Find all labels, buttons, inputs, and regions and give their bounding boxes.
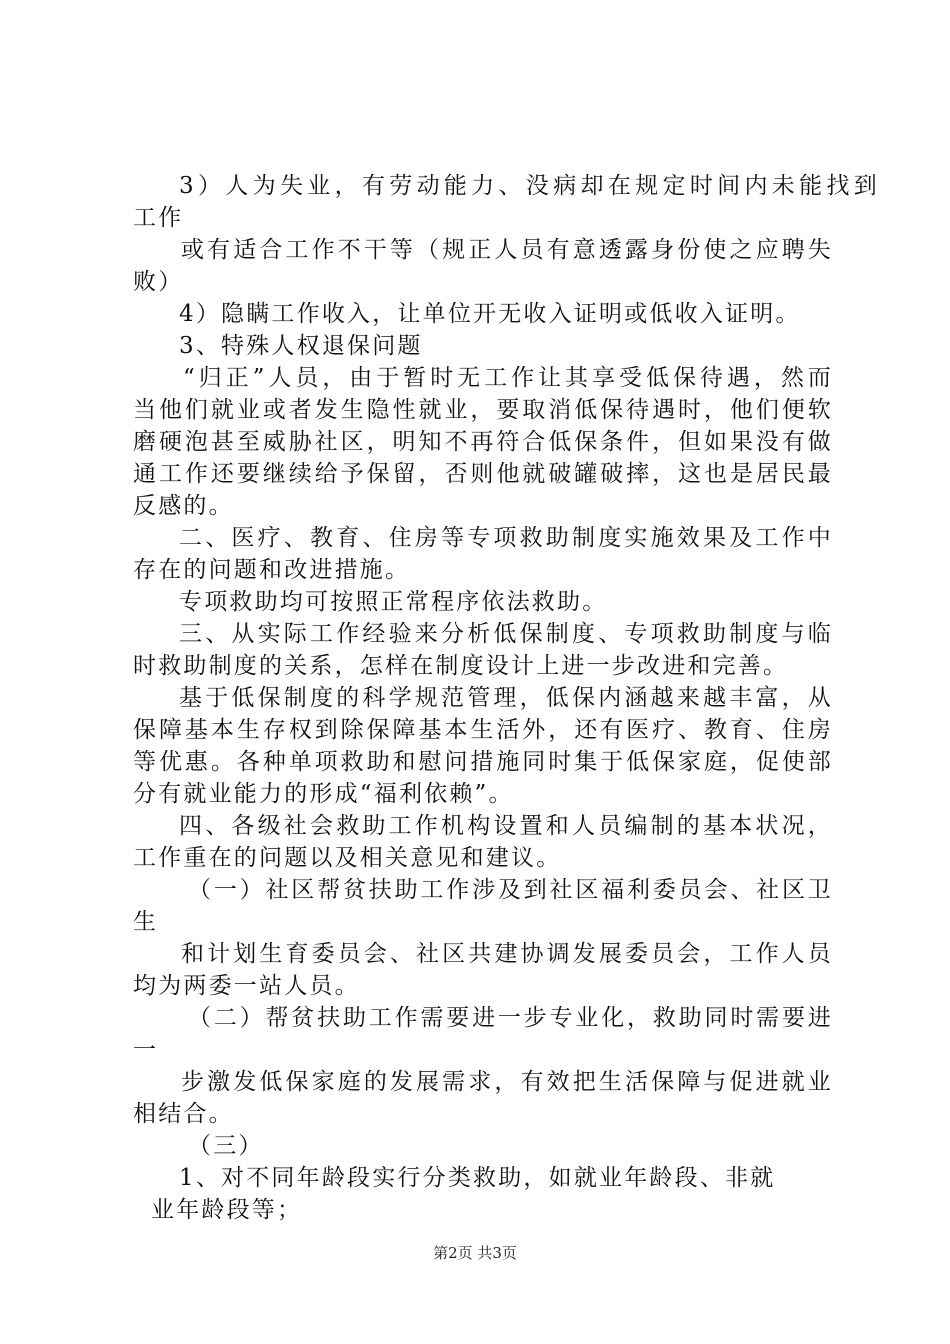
paragraph-line: 保障基本生存权到除保障基本生活外，还有医疗、教育、住房 xyxy=(133,717,833,743)
paragraph-line: 反感的。 xyxy=(133,493,234,519)
section-heading: 二、医疗、教育、住房等专项救助制度实施效果及工作中 xyxy=(179,525,833,551)
page-number: 第2页 共3页 xyxy=(433,1244,517,1262)
section-heading: 四、各级社会救助工作机构设置和人员编制的基本状况， xyxy=(179,813,833,839)
list-item: 1、对不同年龄段实行分类救助，如就业年龄段、非就 xyxy=(179,1165,776,1191)
paragraph-line: 专项救助均可按照正常程序依法救助。 xyxy=(179,589,608,615)
section-heading: 工作重在的问题以及相关意见和建议。 xyxy=(133,845,562,871)
paragraph-line: 基于低保制度的科学规范管理，低保内涵越来越丰富，从 xyxy=(179,685,833,711)
paragraph-line: 步激发低保家庭的发展需求，有效把生活保障与促进就业 xyxy=(181,1069,833,1095)
paragraph-line: 4）隐瞒工作收入，让单位开无收入证明或低收入证明。 xyxy=(179,301,801,327)
document-body xyxy=(133,170,879,1226)
paragraph-line: 3）人为失业，有劳动能力、没病却在规定时间内未能找到 xyxy=(179,173,879,199)
section-heading: 时救助制度的关系，怎样在制度设计上进一步改进和完善。 xyxy=(133,653,789,679)
paragraph-line: 磨硬泡甚至威胁社区，明知不再符合低保条件，但如果没有做 xyxy=(133,429,833,455)
paragraph-line: （一）社区帮贫扶助工作涉及到社区福利委员会、社区卫 xyxy=(188,877,833,903)
paragraph-line: 败） xyxy=(133,269,184,295)
paragraph-line: 分有就业能力的形成“福利依赖”。 xyxy=(133,781,514,807)
paragraph-line: “归正”人员，由于暂时无工作让其享受低保待遇，然而 xyxy=(183,365,833,391)
paragraph-line: 生 xyxy=(133,909,159,935)
paragraph-line: 工作 xyxy=(133,205,184,231)
paragraph-line: 或有适合工作不干等（规正人员有意透露身份使之应聘失 xyxy=(181,237,833,263)
list-item: 业年龄段等； xyxy=(151,1197,303,1223)
paragraph-line: 均为两委一站人员。 xyxy=(133,973,360,999)
paragraph-line: 和计划生育委员会、社区共建协调发展委员会，工作人员 xyxy=(181,941,833,967)
paragraph-line: 当他们就业或者发生隐性就业，要取消低保待遇时，他们便软 xyxy=(133,397,833,423)
paragraph-line: 一 xyxy=(133,1037,159,1063)
paragraph-line: （三） xyxy=(188,1133,264,1159)
paragraph-line: 相结合。 xyxy=(133,1101,234,1127)
section-heading: 存在的问题和改进措施。 xyxy=(133,557,411,583)
section-heading: 三、从实际工作经验来分析低保制度、专项救助制度与临 xyxy=(179,621,833,647)
paragraph-line: 等优惠。各种单项救助和慰问措施同时集于低保家庭，促使部 xyxy=(133,749,833,775)
paragraph-line: （二）帮贫扶助工作需要进一步专业化，救助同时需要进 xyxy=(188,1005,833,1031)
paragraph-line: 通工作还要继续给予保留，否则他就破罐破摔，这也是居民最 xyxy=(133,461,833,487)
section-heading: 3、特殊人权退保问题 xyxy=(179,333,423,359)
